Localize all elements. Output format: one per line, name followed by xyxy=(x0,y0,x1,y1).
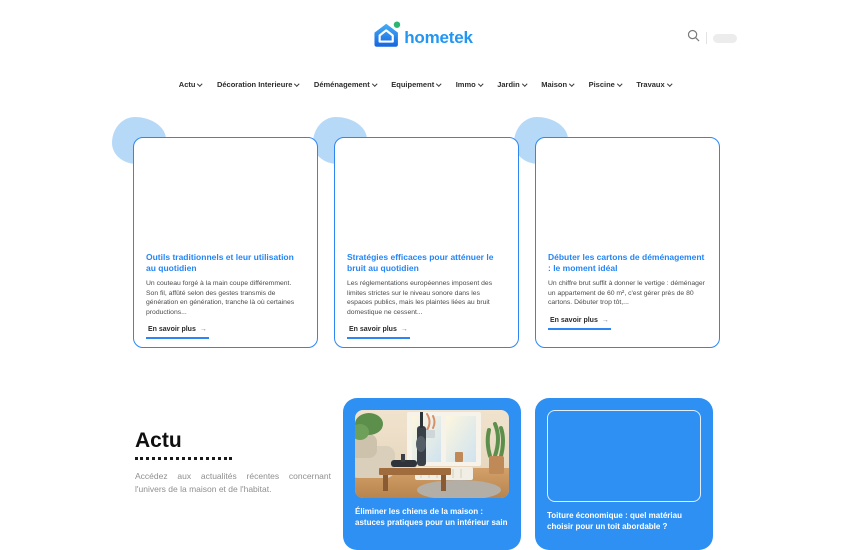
article-card xyxy=(334,137,519,348)
article-card-bruit[interactable] xyxy=(334,137,519,348)
nav-item-piscine[interactable] xyxy=(589,80,622,89)
nav-item-decoration-interieure[interactable] xyxy=(217,80,299,89)
nav-item-label: Travaux xyxy=(636,80,665,89)
article-card-outils[interactable] xyxy=(133,137,318,348)
nav-item-label: Jardin xyxy=(497,80,520,89)
arrow-right-icon: → xyxy=(601,316,609,324)
chevron-down-icon xyxy=(295,82,300,87)
arrow-right-icon: → xyxy=(199,326,207,334)
news-image-placeholder xyxy=(547,410,701,502)
nav-item-label: Equipement xyxy=(391,80,435,89)
article-title: Débuter les cartons de déménagement : le moment idéal xyxy=(548,252,705,274)
read-more-button[interactable]: En savoir plus → xyxy=(146,326,209,339)
article-excerpt: Un chiffre brut suffit à donner le vertige : déménager un appartement de 60 m², c'est gérer près de 80 cartons. Débuter trop tôt,... xyxy=(548,280,705,307)
chevron-down-icon xyxy=(522,82,527,87)
house-logo-icon xyxy=(371,20,401,55)
nav-item-label: Déménagement xyxy=(313,80,370,89)
chevron-down-icon xyxy=(569,82,574,87)
chevron-down-icon xyxy=(617,82,622,87)
brand-name: hometek xyxy=(404,27,473,47)
brand-logo[interactable] xyxy=(371,20,473,55)
nav-item-jardin[interactable] xyxy=(497,80,526,89)
nav-item-actu[interactable] xyxy=(179,80,202,89)
article-card xyxy=(133,137,318,348)
article-excerpt: Un couteau forgé à la main coupe différemment. Son fil, affûté selon des gestes transmis de génération en génération, tranche là où certaines productions... xyxy=(146,280,295,316)
nav-item-maison[interactable] xyxy=(541,80,573,89)
nav-item-demenagement[interactable] xyxy=(314,80,376,89)
article-excerpt: Les réglementations européennes imposent des limites strictes sur le niveau sonore dans les espaces publics, mais les plaintes liées au bruit domestique ne cessent... xyxy=(347,280,493,316)
chevron-down-icon xyxy=(436,82,441,87)
chevron-down-icon xyxy=(198,82,203,87)
article-title: Stratégies efficaces pour atténuer le bruit au quotidien xyxy=(347,252,494,274)
chevron-down-icon xyxy=(667,82,672,87)
featured-articles xyxy=(133,137,720,348)
article-card-cartons[interactable] xyxy=(535,137,720,348)
news-title: Toiture économique : quel matériau choisir pour un toit abordable ? xyxy=(547,511,682,532)
nav-item-label: Immo xyxy=(455,80,476,89)
header-utilities xyxy=(687,29,737,47)
read-more-button[interactable]: En savoir plus → xyxy=(347,326,410,339)
nav-item-equipement[interactable] xyxy=(391,80,440,89)
header-divider xyxy=(706,32,707,44)
arrow-right-icon: → xyxy=(400,326,408,334)
nav-item-label: Actu xyxy=(178,80,196,89)
nav-item-label: Piscine xyxy=(588,80,615,89)
news-title: Éliminer les chiens de la maison : astuces pratiques pour un intérieur sain xyxy=(355,507,508,528)
actu-intro xyxy=(135,429,331,496)
news-card-chiens[interactable] xyxy=(343,398,521,550)
nav-item-immo[interactable] xyxy=(456,80,483,89)
article-title: Outils traditionnels et leur utilisation au quotidien xyxy=(146,252,294,274)
article-card xyxy=(535,137,720,348)
news-card-toiture[interactable] xyxy=(535,398,713,550)
section-description: Accédez aux actualités récentes concernant l'univers de la maison et de l'habitat. xyxy=(135,471,331,494)
nav-item-label: Maison xyxy=(541,80,568,89)
read-more-button[interactable]: En savoir plus → xyxy=(548,317,611,330)
news-image-vacuum-living-room xyxy=(355,410,509,498)
dotted-divider xyxy=(135,457,232,460)
chevron-down-icon xyxy=(372,82,377,87)
nav-item-travaux[interactable] xyxy=(636,80,671,89)
chevron-down-icon xyxy=(478,82,483,87)
header-pill-toggle[interactable] xyxy=(713,34,737,43)
main-nav xyxy=(0,80,850,89)
nav-item-label: Décoration Interieure xyxy=(216,80,293,89)
section-heading: Actu xyxy=(135,429,182,452)
search-icon[interactable] xyxy=(687,29,700,47)
